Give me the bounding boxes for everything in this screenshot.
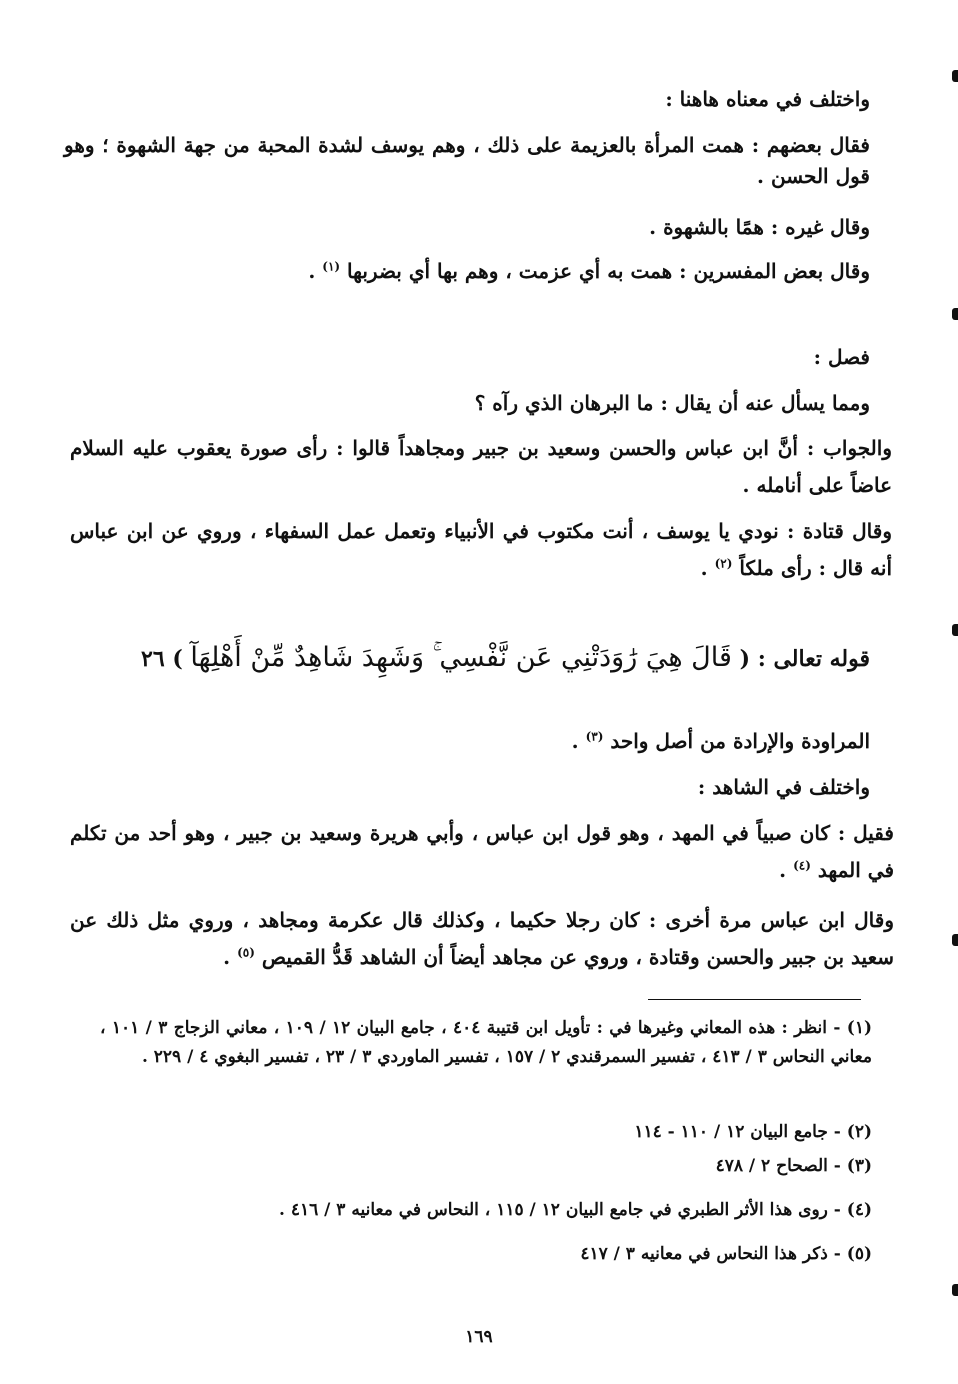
paragraph — [90, 212, 870, 243]
footnote — [100, 1196, 872, 1225]
verse-close-bracket: ) — [172, 646, 183, 672]
footnote-separator — [648, 999, 861, 1000]
section-heading — [90, 342, 870, 373]
paragraph-text: والجواب : أنَّ ابن عباس والحسن وسعيد بن جبير ومجاهداً قالوا : رأى صورة يعقوب عليه السلام عاضاً على أنامله . — [70, 436, 892, 497]
paragraph-end: . — [700, 556, 708, 580]
footnote — [100, 1240, 872, 1269]
footnote-ref: (٤) — [793, 858, 811, 873]
paragraph-text: فقال بعضهم : همت المرأة بالعزيمة على ذلك ، وهم يوسف لشدة المحبة من جهة الشهوة ؛ وهو قول الحسن . — [64, 133, 870, 188]
paragraph-text: المراودة والإرادة من أصل واحد — [610, 729, 870, 753]
paragraph — [70, 815, 894, 889]
paragraph — [64, 130, 870, 192]
page-number: ١٦٩ — [465, 1327, 493, 1347]
verse-open-bracket: ( — [739, 646, 751, 672]
paragraph-end: . — [779, 858, 787, 882]
margin-mark — [952, 624, 958, 636]
paragraph — [90, 772, 870, 803]
paragraph-text: وقال قتادة : نودي يا يوسف ، أنت مكتوب في الأنبياء وتعمل عمل السفهاء ، وروي عن ابن عباس أنه قال : رأى ملكاً — [70, 519, 892, 580]
paragraph — [90, 388, 870, 419]
paragraph-text: وقال غيره : همًا بالشهوة . — [649, 215, 870, 239]
margin-mark — [952, 308, 958, 320]
paragraph-end: . — [571, 729, 579, 753]
footnote-text: (٥) - ذكر هذا النحاس في معانيه ٣ / ٤١٧ — [580, 1244, 872, 1264]
verse-text: قَالَ هِيَ رَٰوَدَتْنِي عَن نَّفْسِي ۚ وَشَهِدَ شَاهِدٌ مِّنْ أَهْلِهَآ — [190, 642, 732, 673]
paragraph-text: واختلف في الشاهد : — [697, 775, 870, 799]
footnote-ref: (٣) — [585, 729, 604, 744]
paragraph-text: وقال ابن عباس مرة أخرى : كان رجلا حكيما ، وكذلك قال عكرمة ومجاهد ، وروي مثل ذلك عن سعيد بن جبير والحسن وقتادة ، وروي عن مجاهد أيضاً أن الشاهد قَدُّ القميص — [70, 908, 894, 969]
footnote — [100, 1014, 872, 1072]
paragraph — [90, 84, 870, 115]
footnote-ref: (٥) — [237, 945, 255, 960]
paragraph — [70, 902, 894, 976]
footnote-text: (٣) - الصحاح ٢ / ٤٧٨ — [715, 1156, 872, 1176]
footnote-ref: (٢) — [714, 556, 733, 571]
margin-mark — [952, 1284, 958, 1296]
footnote-ref: (١) — [322, 259, 341, 274]
footnote — [100, 1118, 872, 1147]
paragraph-end: . — [308, 259, 316, 283]
paragraph-text: فقيل : كان صبياً في المهد ، وهو قول ابن عباس ، وأبي هريرة وسعيد بن جبير ، وهو أحد من تكلم في المهد — [70, 821, 894, 882]
paragraph — [90, 726, 870, 757]
footnote-text: (١) - انظر : هذه المعاني وغيرها في : تأويل ابن قتيبة ٤٠٤ ، جامع البيان ١٢ / ١٠٩ ، معاني الزجاج ٣ / ١٠١ ، معاني النحاس ٣ / ٤١٣ ، تفسير السمرقندي ٢ / ١٥٧ ، تفسير الماوردي ٣ / ٢٣ ، تفسير البغوي ٤ / ٢٢٩ . — [100, 1018, 873, 1067]
paragraph-text: وقال بعض المفسرين : همت به أي عزمت ، وهم بها أي بضربها — [347, 259, 870, 283]
quran-verse-heading — [140, 636, 870, 684]
verse-number: ٢٦ — [141, 646, 165, 672]
paragraph — [90, 256, 870, 287]
paragraph-text: ومما يسأل عنه أن يقال : ما البرهان الذي رآه ؟ — [474, 391, 870, 415]
paragraph-text: واختلف في معناه هاهنا : — [665, 87, 870, 111]
margin-mark — [952, 70, 958, 82]
footnote — [100, 1152, 872, 1181]
paragraph — [70, 513, 892, 587]
verse-intro: قوله تعالى : — [757, 646, 870, 672]
margin-mark — [952, 934, 958, 946]
section-heading-text: فصل : — [813, 345, 870, 369]
footnote-text: (٢) - جامع البيان ١٢ / ١١٠ - ١١٤ — [634, 1122, 872, 1142]
paragraph — [70, 430, 892, 504]
footnote-text: (٤) - روى هذا الأثر الطبري في جامع البيان ١٢ / ١١٥ ، النحاس في معانيه ٣ / ٤١٦ . — [279, 1200, 872, 1220]
paragraph-end: . — [223, 945, 231, 969]
